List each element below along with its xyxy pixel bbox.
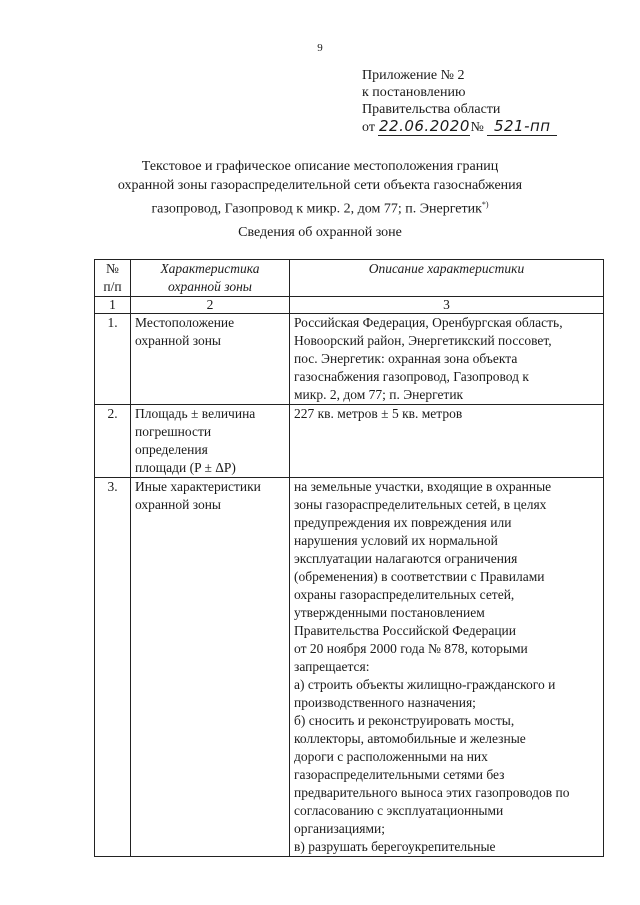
- title-line: газопровод, Газопровод к микр. 2, дом 77; п. Энергетик: [151, 201, 482, 217]
- table-row: [95, 478, 604, 857]
- number-prefix: №: [470, 120, 484, 135]
- footnote-mark: *): [481, 200, 489, 209]
- document-title: [60, 157, 580, 219]
- appendix-header: [362, 67, 557, 136]
- row-number: 1.: [95, 314, 131, 405]
- date-prefix: от: [362, 120, 375, 135]
- row-number: 3.: [95, 478, 131, 857]
- column-number: 1: [95, 297, 131, 314]
- row-number: 2.: [95, 405, 131, 478]
- appendix-line: Приложение № 2: [362, 68, 465, 83]
- table-row: [95, 314, 604, 405]
- row-description: 227 кв. метров ± 5 кв. метров: [290, 405, 604, 478]
- row-characteristic: Площадь ± величина погрешности определения площади (P ± ΔP): [131, 405, 290, 478]
- row-characteristic: Местоположение охранной зоны: [131, 314, 290, 405]
- page-number: 9: [317, 42, 323, 54]
- title-line: охранной зоны газораспределительной сети объекта газоснабжения: [117, 178, 523, 193]
- table-row: [95, 405, 604, 478]
- header-description: Описание характеристики: [290, 260, 604, 297]
- handwritten-date: 22.06.2020: [378, 117, 470, 135]
- header-num: № п/п: [95, 260, 131, 297]
- row-characteristic: Иные характеристики охранной зоны: [131, 478, 290, 857]
- zone-info-table: [94, 259, 604, 857]
- title-line: Текстовое и графическое описание местоположения границ: [141, 159, 499, 174]
- handwritten-number: 521-пп: [487, 118, 557, 136]
- row-description: на земельные участки, входящие в охранные зоны газораспределительных сетей, в целях предупреждения их повреждения или нарушения условий их нормальной эксплуатации налагаются ограничения (обременения) в соответствии с Правилами охраны газораспределительных сетей, утвержденными постановлением Правительства Российской Федерации от 20 ноября 2000 года № 878, которыми запрещается: а) строить объекты жилищно-гражданского и производственного назначения; б) сносить и реконструировать мосты, коллекторы, автомобильные и железные дороги с расположенными на них газораспределительными сетями без предварительного выноса этих газопроводов по согласованию с эксплуатационными организациями; в) разрушать берегоукрепительные: [290, 478, 604, 857]
- appendix-line: Правительства области: [362, 102, 501, 117]
- column-number-row: [95, 297, 604, 314]
- appendix-line: к постановлению: [362, 85, 466, 100]
- table-header-row: [95, 260, 604, 297]
- column-number: 3: [290, 297, 604, 314]
- column-number: 2: [131, 297, 290, 314]
- header-characteristic: Характеристика охранной зоны: [131, 260, 290, 297]
- section-subtitle: Сведения об охранной зоне: [238, 225, 402, 240]
- row-description: Российская Федерация, Оренбургская область, Новоорский район, Энергетикский поссовет, пос. Энергетик: охранная зона объекта газоснабжения газопровод, Газопровод к микр. 2, дом 77; п. Энергетик: [290, 314, 604, 405]
- appendix-date-line: [362, 118, 557, 136]
